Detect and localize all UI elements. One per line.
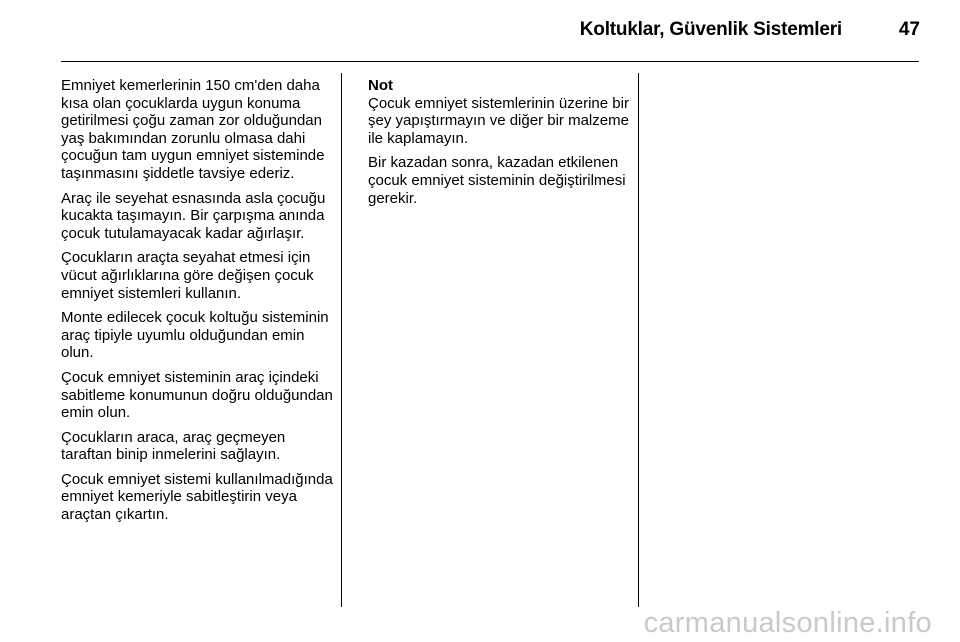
page-number: 47 — [898, 19, 920, 40]
column-divider — [341, 73, 342, 607]
paragraph: Monte edilecek çocuk koltuğu sisteminin araç tipiyle uyumlu olduğundan emin olun. — [61, 309, 329, 362]
paragraph: Bir kazadan sonra, kazadan etkilenen çocuk emniyet sisteminin değiştirilmesi gerekir. — [368, 154, 626, 207]
column-divider — [638, 73, 639, 607]
text-column-middle — [368, 77, 630, 214]
watermark: carmanualsonline.info — [643, 607, 932, 639]
paragraph: Emniyet kemerlerinin 150 cm'den daha kısa olan çocuklarda uygun konuma getirilmesi çoğu zaman zor olduğundan yaş bakımından zorunlu olmasa dahi çocuğun tam uygun emniyet sisteminde taşınmasını şiddetle tavsiye ederiz. — [61, 77, 325, 182]
paragraph: Çocukların araca, araç geçmeyen taraftan binip inmelerini sağlayın. — [61, 428, 286, 464]
paragraph: Araç ile seyehat esnasında asla çocuğu kucakta taşımayın. Bir çarpışma anında çocuk tutulamayacak kadar ağırlaşır. — [61, 189, 326, 242]
note-label: Not — [368, 77, 393, 94]
page-header-title: Koltuklar, Güvenlik Sistemleri — [579, 19, 842, 40]
header-divider — [61, 61, 919, 62]
text-column-left — [61, 77, 333, 531]
note-text: Çocuk emniyet sistemlerinin üzerine bir şey yapıştırmayın ve diğer bir malzeme ile kaplamayın. — [368, 94, 629, 147]
paragraph: Çocukların araçta seyahat etmesi için vücut ağırlıklarına göre değişen çocuk emniyet sistemleri kullanın. — [61, 249, 314, 302]
paragraph: Çocuk emniyet sisteminin araç içindeki sabitleme konumunun doğru olduğundan emin olun. — [61, 368, 333, 422]
note-block — [368, 77, 630, 147]
paragraph: Çocuk emniyet sistemi kullanılmadığında emniyet kemeriyle sabitleştirin veya araçtan çıkartın. — [61, 470, 333, 524]
